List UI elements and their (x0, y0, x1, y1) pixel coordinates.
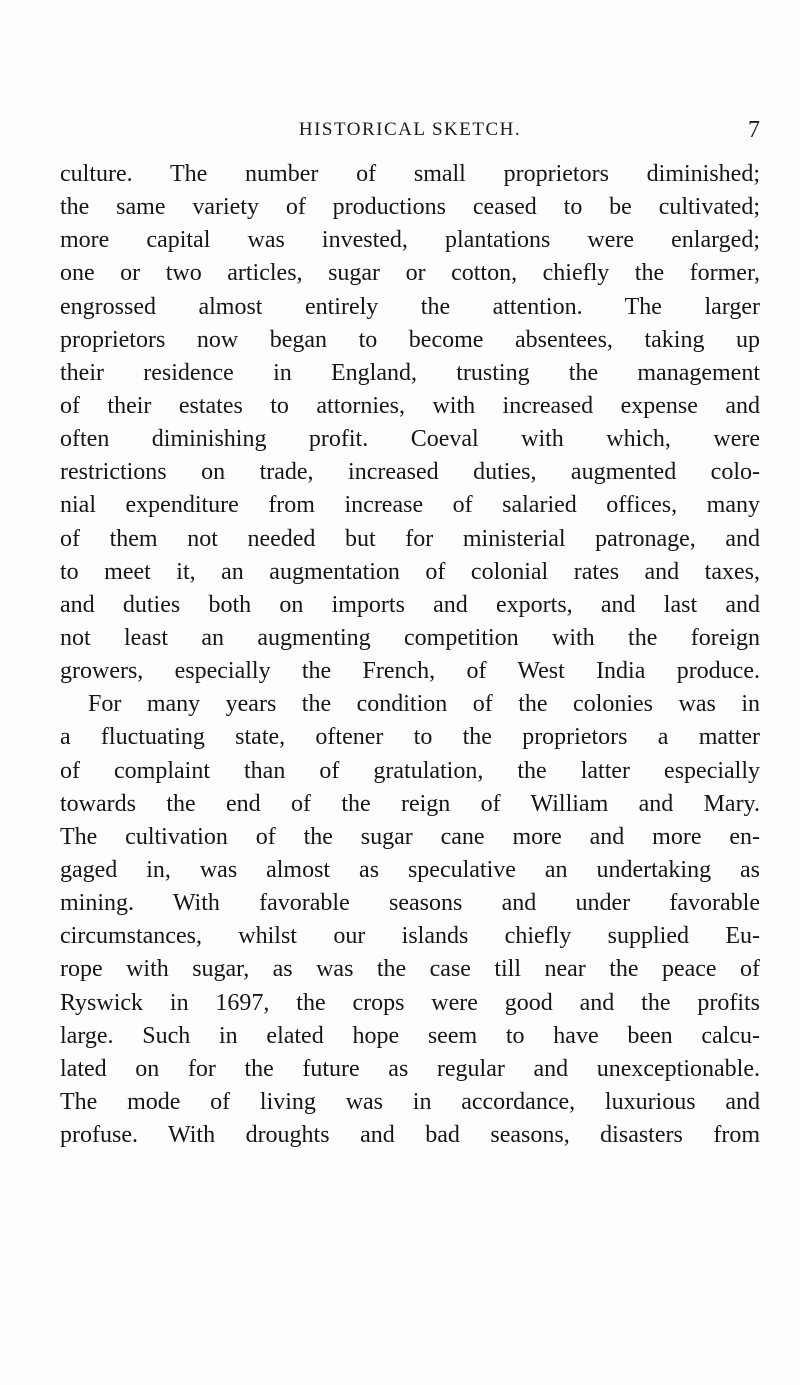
text-line: rope with sugar, as was the case till near the peace of (60, 956, 760, 983)
text-line: engrossed almost entirely the attention. The larger (60, 293, 760, 320)
text-line: circumstances, whilst our islands chiefly supplied Eu- (60, 923, 760, 950)
text-line: towards the end of the reign of William and Mary. (60, 790, 760, 817)
body-text (60, 158, 760, 1152)
text-line: mining. With favorable seasons and under favorable (60, 890, 760, 917)
text-line: The mode of living was in accordance, luxurious and (60, 1088, 760, 1115)
text-line: large. Such in elated hope seem to have been calcu- (60, 1022, 760, 1049)
text-line: culture. The number of small proprietors diminished; (60, 161, 760, 187)
text-line: nial expenditure from increase of salaried offices, many (60, 492, 760, 519)
text-line: growers, especially the French, of West India produce. (60, 658, 760, 685)
text-line: lated on for the future as regular and unexceptionable. (60, 1055, 760, 1082)
text-line: to meet it, an augmentation of colonial rates and taxes, (60, 558, 760, 585)
text-line: more capital was invested, plantations were enlarged; (60, 227, 760, 254)
text-line: often diminishing profit. Coeval with which, were (60, 426, 760, 453)
text-line: and duties both on imports and exports, and last and (60, 591, 760, 618)
text-line: a fluctuating state, oftener to the proprietors a matter (60, 724, 760, 751)
running-title: HISTORICAL SKETCH. (298, 119, 522, 140)
text-line: The cultivation of the sugar cane more and more en- (60, 823, 760, 850)
text-line: restrictions on trade, increased duties, augmented colo- (60, 459, 760, 486)
text-line: one or two articles, sugar or cotton, chiefly the former, (60, 260, 760, 287)
text-line: of their estates to attornies, with increased expense and (60, 392, 760, 419)
text-line: not least an augmenting competition with the foreign (60, 624, 760, 651)
text-line: gaged in, was almost as speculative an undertaking as (60, 856, 760, 883)
text-line: profuse. With droughts and bad seasons, disasters from (60, 1122, 760, 1149)
text-line: of them not needed but for ministerial patronage, and (60, 525, 760, 552)
text-line: their residence in England, trusting the management (60, 359, 760, 386)
running-head (60, 118, 760, 148)
text-line: For many years the condition of the colonies was in (88, 691, 760, 718)
page-number: 7 (748, 117, 760, 143)
text-line: the same variety of productions ceased to be cultivated; (60, 194, 760, 221)
text-line: proprietors now began to become absentees, taking up (60, 326, 760, 353)
text-line: of complaint than of gratulation, the latter especially (60, 757, 760, 784)
text-line: Ryswick in 1697, the crops were good and the profits (60, 989, 760, 1016)
